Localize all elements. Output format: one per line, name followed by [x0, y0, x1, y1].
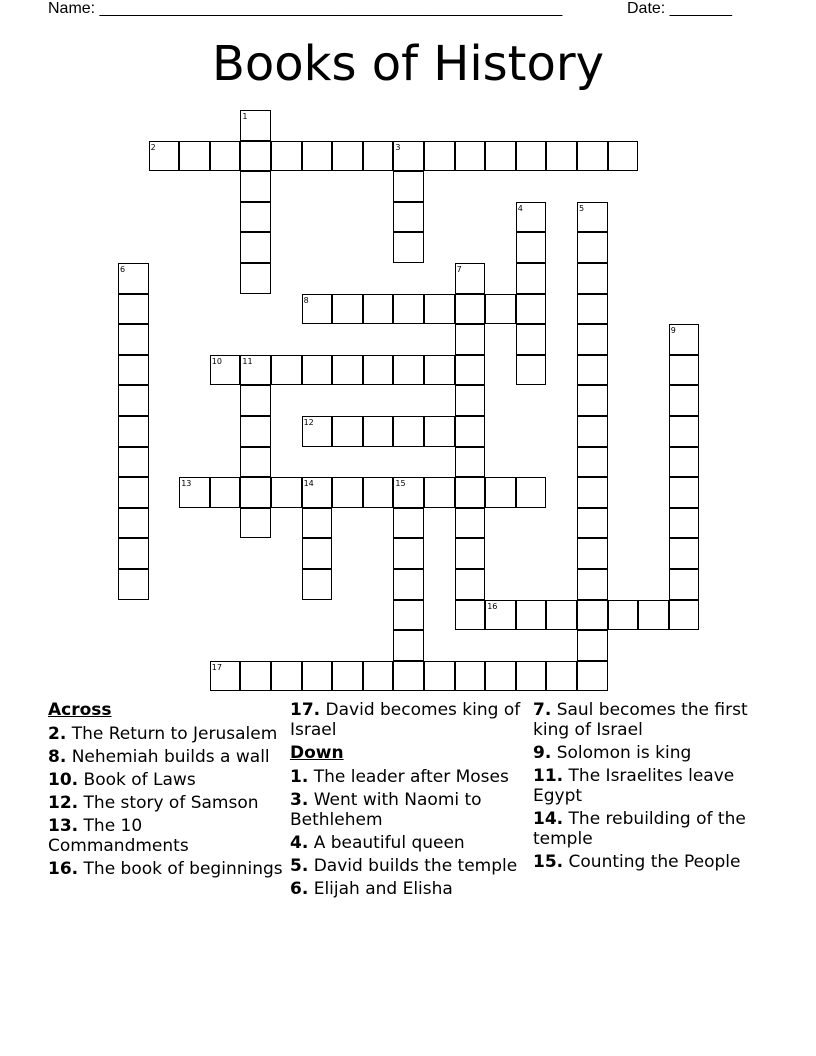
grid-cell[interactable] — [210, 477, 241, 508]
clue-item-number: 17. — [290, 700, 321, 720]
date-field-label: Date: _______ — [627, 0, 732, 17]
grid-cell[interactable] — [546, 600, 577, 631]
grid-cell[interactable] — [393, 294, 424, 325]
grid-cell[interactable] — [302, 141, 333, 172]
grid-cell[interactable] — [240, 447, 271, 478]
grid-cell[interactable] — [240, 661, 271, 692]
grid-cell[interactable] — [424, 416, 455, 447]
grid-cell[interactable] — [577, 294, 608, 325]
clue-item — [533, 852, 771, 872]
clue-item-text: David builds the temple — [308, 856, 518, 876]
grid-cell[interactable] — [393, 202, 424, 233]
grid-cell[interactable] — [485, 661, 516, 692]
clue-item-text: David becomes king of Israel — [290, 700, 521, 740]
grid-cell[interactable] — [210, 141, 241, 172]
grid-cell[interactable] — [485, 294, 516, 325]
grid-cell[interactable] — [516, 232, 547, 263]
grid-cell[interactable] — [577, 538, 608, 569]
grid-cell[interactable] — [302, 569, 333, 600]
grid-cell[interactable] — [577, 569, 608, 600]
clue-item-text: Saul becomes the first king of Israel — [533, 700, 748, 740]
clue-item — [533, 809, 771, 849]
clue-item-text: Counting the People — [563, 852, 741, 872]
grid-cell[interactable] — [424, 141, 455, 172]
clue-number: 16 — [487, 601, 498, 611]
clue-number: 3 — [395, 142, 401, 152]
clue-item-number: 6. — [290, 879, 309, 899]
clue-item-text: The Israelites leave Egypt — [533, 766, 735, 806]
grid-cell[interactable] — [546, 661, 577, 692]
grid-cell[interactable] — [638, 600, 669, 631]
grid-cell[interactable] — [302, 355, 333, 386]
clue-item-number: 11. — [533, 766, 564, 786]
grid-cell[interactable] — [455, 355, 486, 386]
grid-cell[interactable] — [118, 538, 149, 569]
clue-item — [48, 724, 286, 744]
grid-cell[interactable] — [485, 141, 516, 172]
grid-cell[interactable] — [516, 294, 547, 325]
clue-item-number: 10. — [48, 770, 79, 790]
clue-item — [290, 879, 528, 899]
grid-cell[interactable] — [240, 416, 271, 447]
grid-cell[interactable] — [669, 600, 700, 631]
clue-item-text: The Return to Jerusalem — [66, 724, 278, 744]
clue-item-number: 12. — [48, 793, 79, 813]
grid-cell[interactable] — [240, 232, 271, 263]
grid-cell[interactable] — [577, 355, 608, 386]
clue-number: 5 — [579, 203, 585, 213]
clue-item-number: 7. — [533, 700, 552, 720]
grid-cell[interactable] — [577, 232, 608, 263]
grid-cell[interactable] — [393, 600, 424, 631]
grid-cell[interactable] — [393, 355, 424, 386]
clue-item-number: 8. — [48, 747, 67, 767]
grid-cell[interactable] — [240, 202, 271, 233]
clue-item-number: 16. — [48, 859, 79, 879]
grid-cell[interactable] — [118, 324, 149, 355]
clue-number: 7 — [456, 265, 462, 274]
across-heading: Across — [48, 700, 112, 720]
grid-cell[interactable] — [240, 171, 271, 202]
grid-cell[interactable] — [240, 141, 271, 172]
grid-cell[interactable] — [393, 569, 424, 600]
grid-cell[interactable] — [271, 661, 302, 692]
grid-cell[interactable] — [577, 263, 608, 294]
clue-item — [290, 700, 528, 740]
grid-cell[interactable] — [455, 294, 486, 325]
grid-cell[interactable] — [516, 324, 547, 355]
clue-number: 9 — [670, 326, 676, 336]
clue-item — [533, 766, 771, 806]
grid-cell[interactable] — [455, 141, 486, 172]
grid-cell[interactable] — [240, 477, 271, 508]
grid-cell[interactable] — [393, 232, 424, 263]
clue-item-text: The 10 Commandments — [48, 816, 189, 856]
grid-cell[interactable] — [393, 416, 424, 447]
grid-cell[interactable] — [332, 141, 363, 172]
grid-cell[interactable] — [363, 294, 394, 325]
grid-cell[interactable] — [669, 477, 700, 508]
grid-cell[interactable] — [393, 661, 424, 692]
grid-cell[interactable] — [669, 416, 700, 447]
clue-number: 11 — [242, 356, 253, 366]
grid-cell[interactable] — [577, 600, 608, 631]
grid-cell[interactable] — [240, 385, 271, 416]
grid-cell[interactable] — [118, 569, 149, 600]
grid-cell[interactable] — [118, 477, 149, 508]
grid-cell[interactable] — [271, 355, 302, 386]
grid-cell[interactable] — [577, 385, 608, 416]
grid-cell[interactable] — [424, 294, 455, 325]
grid-cell[interactable] — [240, 263, 271, 294]
grid-cell[interactable] — [118, 294, 149, 325]
grid-cell[interactable] — [302, 508, 333, 539]
clue-number: 17 — [211, 662, 222, 672]
grid-cell[interactable] — [271, 477, 302, 508]
clue-number: 12 — [303, 418, 314, 427]
grid-cell[interactable] — [363, 416, 394, 447]
clue-item-number: 4. — [290, 833, 309, 853]
grid-cell[interactable] — [302, 538, 333, 569]
clue-number: 6 — [120, 265, 126, 274]
grid-cell[interactable] — [302, 661, 333, 692]
grid-cell[interactable] — [332, 294, 363, 325]
grid-cell[interactable] — [608, 600, 639, 631]
grid-cell[interactable] — [516, 141, 547, 172]
clue-column-3 — [533, 700, 771, 875]
grid-cell[interactable] — [577, 447, 608, 478]
clue-number: 13 — [181, 479, 192, 489]
clue-item — [48, 770, 286, 790]
clue-item-text: Went with Naomi to Bethlehem — [290, 790, 482, 830]
clue-item — [290, 790, 528, 830]
grid-cell[interactable] — [332, 661, 363, 692]
clue-item — [48, 859, 286, 879]
grid-cell[interactable] — [332, 355, 363, 386]
grid-cell[interactable] — [332, 416, 363, 447]
grid-cell[interactable] — [577, 508, 608, 539]
clue-column-1 — [48, 700, 286, 882]
grid-cell[interactable] — [608, 141, 639, 172]
clue-item-text: The book of beginnings — [78, 859, 283, 879]
grid-cell[interactable] — [455, 416, 486, 447]
clue-item-number: 3. — [290, 790, 309, 810]
clue-item-number: 9. — [533, 743, 552, 763]
down-heading: Down — [290, 743, 344, 763]
clue-number: 8 — [303, 295, 309, 305]
clue-item — [290, 856, 528, 876]
grid-cell[interactable] — [393, 171, 424, 202]
clue-item-number: 14. — [533, 809, 564, 829]
grid-cell[interactable] — [455, 569, 486, 600]
clue-item-text: Book of Laws — [78, 770, 196, 790]
grid-cell[interactable] — [669, 447, 700, 478]
grid-cell[interactable] — [577, 324, 608, 355]
grid-cell[interactable] — [455, 600, 486, 631]
grid-cell[interactable] — [516, 477, 547, 508]
grid-cell[interactable] — [577, 141, 608, 172]
clue-item — [533, 700, 771, 740]
clue-item-number: 2. — [48, 724, 67, 744]
grid-cell[interactable] — [363, 355, 394, 386]
grid-cell[interactable] — [577, 630, 608, 661]
clue-number: 10 — [211, 356, 222, 366]
page-title: Books of History — [211, 36, 604, 92]
grid-cell[interactable] — [516, 600, 547, 631]
clue-item — [290, 767, 528, 787]
grid-cell[interactable] — [455, 324, 486, 355]
grid-cell[interactable] — [669, 508, 700, 539]
grid-cell[interactable] — [332, 477, 363, 508]
grid-cell[interactable] — [577, 416, 608, 447]
grid-cell[interactable] — [118, 508, 149, 539]
grid-cell[interactable] — [118, 355, 149, 386]
grid-cell[interactable] — [363, 477, 394, 508]
clue-item — [48, 793, 286, 813]
grid-cell[interactable] — [424, 477, 455, 508]
clue-item-text: The story of Samson — [78, 793, 259, 813]
grid-cell[interactable] — [546, 141, 577, 172]
grid-cell[interactable] — [424, 661, 455, 692]
clue-item — [48, 816, 286, 856]
name-field-label: Name: ____________________________________________________ — [48, 0, 563, 17]
grid-cell[interactable] — [118, 447, 149, 478]
clue-number: 4 — [517, 203, 523, 213]
grid-cell[interactable] — [393, 630, 424, 661]
clue-item — [290, 833, 528, 853]
grid-cell[interactable] — [455, 538, 486, 569]
grid-cell[interactable] — [516, 263, 547, 294]
clue-item-text: Nehemiah builds a wall — [66, 747, 270, 767]
grid-cell[interactable] — [516, 661, 547, 692]
grid-cell[interactable] — [363, 661, 394, 692]
grid-cell[interactable] — [669, 569, 700, 600]
grid-cell[interactable] — [393, 538, 424, 569]
grid-cell[interactable] — [118, 385, 149, 416]
clue-item-text: The rebuilding of the temple — [533, 809, 746, 849]
grid-cell[interactable] — [455, 385, 486, 416]
clue-item-number: 13. — [48, 816, 79, 836]
grid-cell[interactable] — [118, 416, 149, 447]
grid-cell[interactable] — [577, 477, 608, 508]
grid-cell[interactable] — [669, 385, 700, 416]
clue-item-text: Solomon is king — [551, 743, 692, 763]
clue-item-number: 15. — [533, 852, 564, 872]
grid-cell[interactable] — [455, 661, 486, 692]
clue-column-2 — [290, 700, 528, 902]
grid-cell[interactable] — [669, 355, 700, 386]
clue-item-text: Elijah and Elisha — [308, 879, 453, 899]
grid-cell[interactable] — [271, 141, 302, 172]
clue-number: 1 — [242, 112, 248, 121]
clue-number: 2 — [150, 142, 156, 152]
grid-cell[interactable] — [455, 447, 486, 478]
clue-item-text: The leader after Moses — [308, 767, 509, 787]
clue-number: 14 — [303, 479, 314, 489]
grid-cell[interactable] — [240, 508, 271, 539]
clue-number: 15 — [395, 479, 406, 489]
grid-cell[interactable] — [669, 538, 700, 569]
grid-cell[interactable] — [179, 141, 210, 172]
clue-item-number: 5. — [290, 856, 309, 876]
grid-cell[interactable] — [393, 508, 424, 539]
grid-cell[interactable] — [516, 355, 547, 386]
grid-cell[interactable] — [485, 477, 516, 508]
grid-cell[interactable] — [363, 141, 394, 172]
grid-cell[interactable] — [455, 477, 486, 508]
clue-item — [533, 743, 771, 763]
clue-item-text: A beautiful queen — [308, 833, 465, 853]
clue-item — [48, 747, 286, 767]
grid-cell[interactable] — [424, 355, 455, 386]
clue-item-number: 1. — [290, 767, 309, 787]
grid-cell[interactable] — [455, 508, 486, 539]
grid-cell[interactable] — [577, 661, 608, 692]
